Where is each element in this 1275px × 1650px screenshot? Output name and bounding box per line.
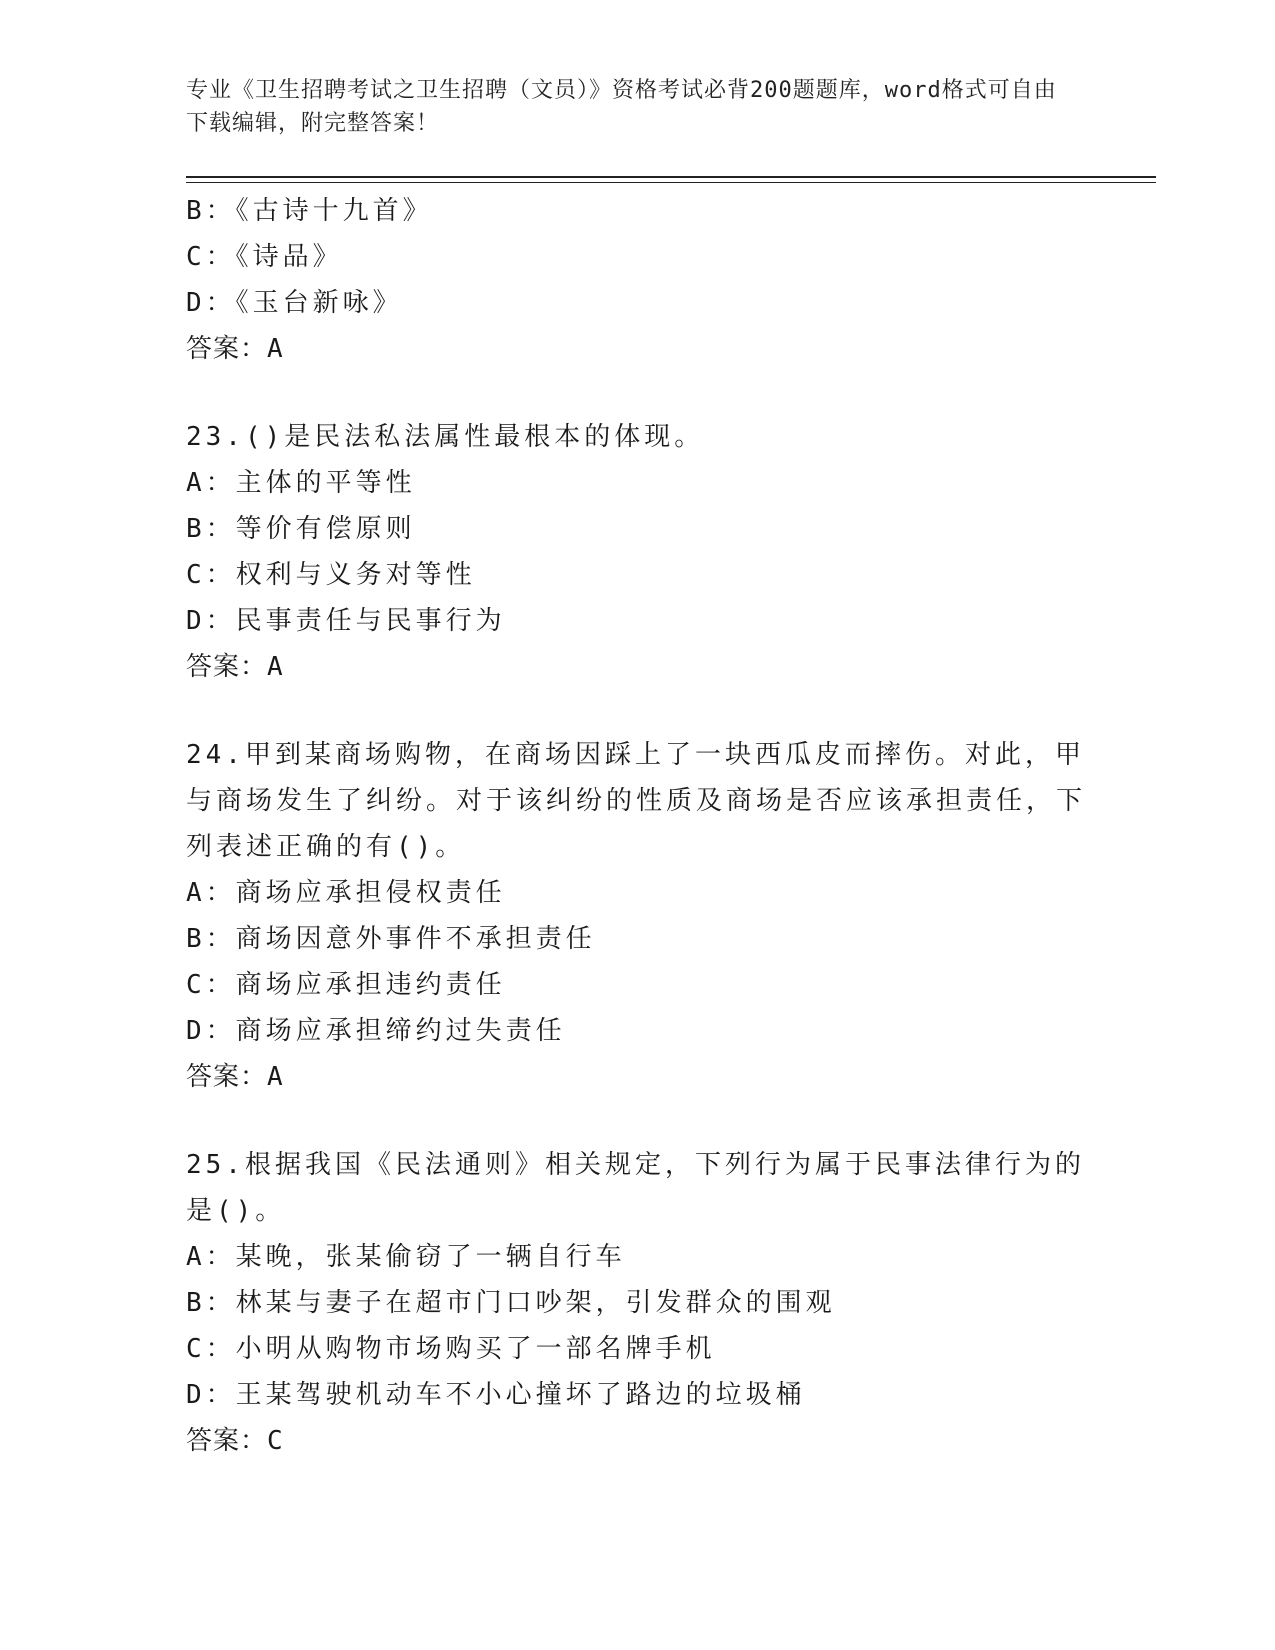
question-stem: 24.甲到某商场购物，在商场因踩上了一块西瓜皮而摔伤。对此，甲与商场发生了纠纷。对于该纠纷的性质及商场是否应该承担责任，下列表述正确的有()。 [186, 740, 1087, 862]
question-stem: 25.根据我国《民法通则》相关规定，下列行为属于民事法律行为的是()。 [186, 1150, 1085, 1226]
option-d: D：民事责任与民事行为 [186, 606, 506, 636]
option-d: D：商场应承担缔约过失责任 [186, 1016, 566, 1046]
option-b: B：等价有偿原则 [186, 514, 416, 544]
question-22-continuation [186, 188, 1086, 372]
question-23 [186, 414, 1086, 690]
option-a: A：某晚，张某偷窃了一辆自行车 [186, 1242, 626, 1272]
spacer [186, 1100, 1086, 1142]
option-b: B：《古诗十九首》 [186, 196, 433, 226]
option-b: B：林某与妻子在超市门口吵架，引发群众的围观 [186, 1288, 836, 1318]
option-c: C：权利与义务对等性 [186, 560, 476, 590]
option-c: C：小明从购物市场购买了一部名牌手机 [186, 1334, 716, 1364]
header-rule-thick [186, 176, 1156, 178]
document-body [186, 188, 1086, 1464]
document-header: 专业《卫生招聘考试之卫生招聘（文员）》资格考试必背200题题库，word格式可自由下载编辑，附完整答案！ [186, 78, 1057, 136]
option-a: A：主体的平等性 [186, 468, 416, 498]
header-rule-thin [186, 182, 1156, 183]
question-25 [186, 1142, 1086, 1464]
option-c: C：《诗品》 [186, 242, 343, 272]
answer-line: 答案：A [186, 1062, 284, 1092]
spacer [186, 690, 1086, 732]
option-c: C：商场应承担违约责任 [186, 970, 506, 1000]
option-a: A：商场应承担侵权责任 [186, 878, 506, 908]
option-d: D：《玉台新咏》 [186, 288, 403, 318]
question-24 [186, 732, 1086, 1100]
option-d: D：王某驾驶机动车不小心撞坏了路边的垃圾桶 [186, 1380, 806, 1410]
question-stem: 23.()是民法私法属性最根本的体现。 [186, 422, 705, 452]
answer-line: 答案：A [186, 334, 284, 364]
answer-line: 答案：C [186, 1426, 284, 1456]
spacer [186, 372, 1086, 414]
option-b: B：商场因意外事件不承担责任 [186, 924, 596, 954]
answer-line: 答案：A [186, 652, 284, 682]
